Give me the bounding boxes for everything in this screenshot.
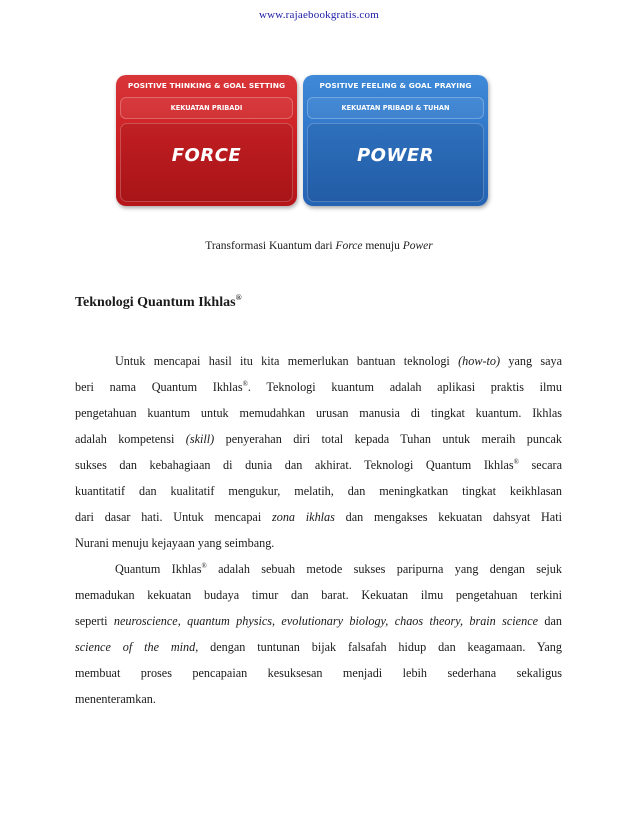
- power-panel-subheader: KEKUATAN PRIBADI & TUHAN: [341, 104, 450, 112]
- text-span: penyerahan diri total kepada Tuhan untuk meraih puncak: [214, 432, 562, 446]
- text-span: adalah sebuah metode sukses paripurna yang dengan sejuk: [206, 562, 562, 576]
- site-url[interactable]: www.rajaebookgratis.com: [259, 9, 379, 21]
- text-span: Quantum Ikhlas: [115, 562, 202, 576]
- paragraph-2: [75, 562, 562, 718]
- registered-mark: ®: [235, 293, 242, 302]
- paragraph-line: Nurani menuju kejayaan yang seimbang.: [75, 536, 275, 550]
- paragraph-line: kuantitatif dan kualitatif mengukur, melatih, dan meningkatkan tingkat keikhlasan: [75, 484, 562, 498]
- italic-term: (skill): [185, 432, 215, 446]
- paragraph-line: pengetahuan kuantum untuk memudahkan urusan manusia di tingkat kuantum. Ikhlas: [75, 406, 562, 420]
- italic-term: neuroscience, quantum physics, evolutionary biology, chaos theory, brain science: [113, 614, 539, 628]
- force-label: FORCE: [171, 145, 242, 166]
- text-span: seperti: [75, 614, 114, 628]
- text-span: sukses dan kebahagiaan di dunia dan akhirat. Teknologi Quantum Ikhlas: [75, 458, 514, 472]
- registered-mark: ®: [513, 458, 519, 466]
- registered-mark: ®: [242, 380, 248, 388]
- paragraph-line: memadukan kekuatan budaya timur dan barat. Kekuatan ilmu pengetahuan terkini: [75, 588, 562, 602]
- section-heading: [75, 293, 242, 311]
- paragraph-line: menenteramkan.: [75, 692, 156, 706]
- italic-term: (how-to): [458, 354, 501, 368]
- paragraph-line: [75, 432, 562, 458]
- section-heading-text: Teknologi Quantum Ikhlas: [75, 295, 236, 310]
- caption-text-1: Transformasi Kuantum dari: [205, 240, 336, 252]
- text-span: dan: [538, 614, 562, 628]
- caption-power: Power: [402, 240, 433, 252]
- power-panel-header: POSITIVE FEELING & GOAL PRAYING: [319, 81, 472, 90]
- italic-term: zona ikhlas: [271, 510, 335, 524]
- caption-force: Force: [335, 240, 363, 252]
- text-span: adalah kompetensi: [75, 432, 186, 446]
- figure-caption: [0, 240, 638, 252]
- paragraph-line: [75, 562, 562, 588]
- text-span: yang saya: [500, 354, 562, 368]
- paragraph-line: [75, 614, 562, 640]
- paragraph-line: [75, 640, 562, 666]
- force-panel-subheader: KEKUATAN PRIBADI: [170, 104, 243, 112]
- paragraph-line: [75, 380, 562, 406]
- italic-term: science of the mind,: [75, 640, 199, 654]
- text-span: secara: [518, 458, 562, 472]
- force-panel-header: POSITIVE THINKING & GOAL SETTING: [127, 81, 286, 90]
- paragraph-line: [75, 458, 562, 484]
- power-panel: [303, 75, 488, 206]
- text-span: dan mengakses kekuatan dahsyat Hati: [334, 510, 562, 524]
- text-span: beri nama Quantum Ikhlas: [75, 380, 243, 394]
- power-label: POWER: [356, 145, 434, 166]
- paragraph-1: [75, 354, 562, 562]
- paragraph-line: [75, 354, 562, 380]
- force-panel: [116, 75, 297, 206]
- registered-mark: ®: [201, 562, 207, 570]
- text-span: dari dasar hati. Untuk mencapai: [75, 510, 272, 524]
- paragraph-line: [75, 510, 562, 536]
- text-span: . Teknologi kuantum adalah aplikasi praktis ilmu: [247, 380, 562, 394]
- caption-text-2: menuju: [362, 240, 403, 252]
- text-span: dengan tuntunan bijak falsafah hidup dan keagamaan. Yang: [198, 640, 562, 654]
- paragraph-line: membuat proses pencapaian kesuksesan menjadi lebih sederhana sekaligus: [75, 666, 562, 680]
- text-span: Untuk mencapai hasil itu kita memerlukan bantuan teknologi: [115, 354, 459, 368]
